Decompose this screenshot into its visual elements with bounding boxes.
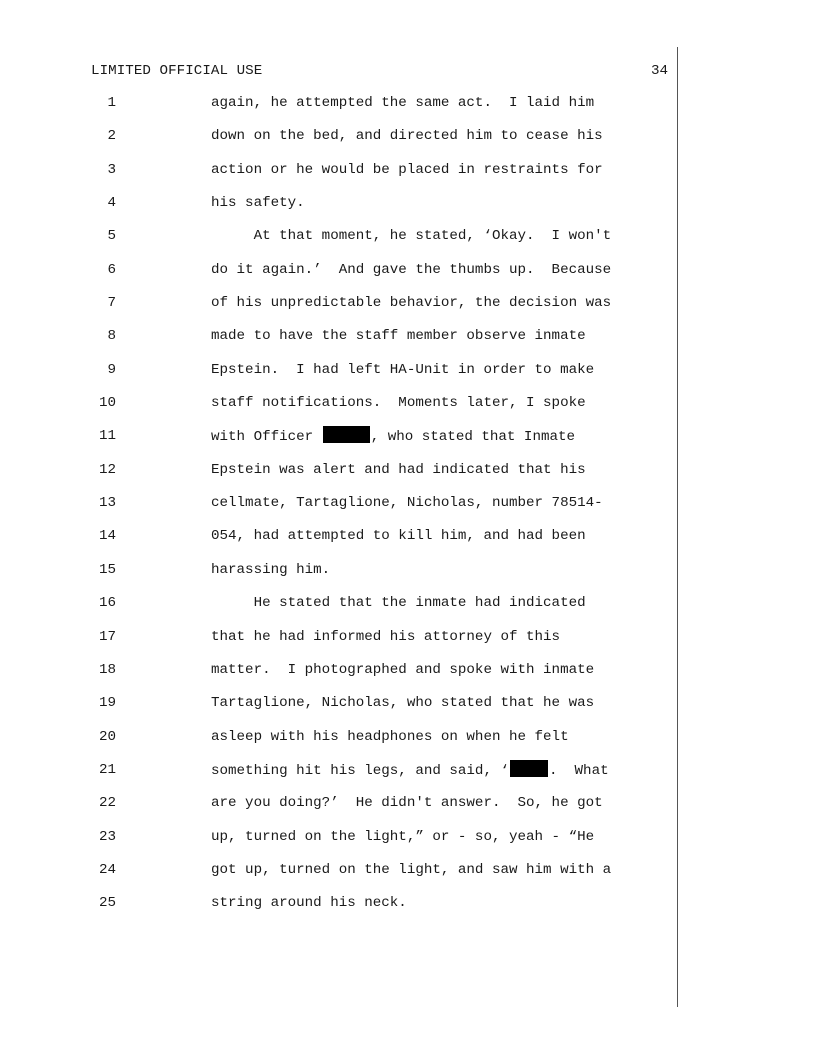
line-number: 25 <box>98 895 116 912</box>
line-text <box>211 93 594 113</box>
line-text <box>211 593 586 613</box>
text-segment: of his unpredictable behavior, the decision was <box>211 295 612 312</box>
line-number: 21 <box>98 761 116 778</box>
transcript-line <box>0 393 816 426</box>
classification-header: LIMITED OFFICIAL USE <box>91 63 263 79</box>
transcript-line <box>0 326 816 359</box>
text-segment: again, he attempted the same act. I laid him <box>211 95 595 111</box>
text-segment: got up, turned on the light, and saw him with a <box>211 861 612 878</box>
line-number: 9 <box>107 361 116 378</box>
text-segment: do it again.’ And gave the thumbs up. Because <box>211 261 612 278</box>
line-number: 19 <box>98 695 116 712</box>
line-number: 12 <box>98 461 116 478</box>
line-number: 22 <box>98 795 116 812</box>
text-segment: Tartaglione, Nicholas, who stated that he was <box>211 695 595 712</box>
text-segment: with Officer <box>211 429 322 446</box>
text-segment: his safety. <box>211 195 305 212</box>
line-text <box>211 260 611 280</box>
line-text <box>211 627 560 647</box>
transcript-line <box>0 260 816 293</box>
line-text <box>211 493 603 513</box>
text-segment: harassing him. <box>211 561 331 578</box>
transcript-line <box>0 160 816 193</box>
text-segment: up, turned on the light,” or - so, yeah - “He <box>211 828 595 845</box>
page-number: 34 <box>650 63 668 79</box>
line-number: 2 <box>107 128 116 145</box>
line-text <box>211 693 594 713</box>
line-text <box>211 326 586 346</box>
line-text <box>211 293 611 313</box>
text-segment: string around his neck. <box>211 895 407 912</box>
text-segment: staff notifications. Moments later, I spoke <box>211 395 586 412</box>
line-text <box>211 460 586 480</box>
line-number: 23 <box>98 828 116 845</box>
text-segment: Epstein. I had left HA-Unit in order to make <box>211 361 595 378</box>
transcript-line <box>0 226 816 259</box>
transcript-line <box>0 827 816 860</box>
transcript-line <box>0 360 816 393</box>
transcript-line <box>0 693 816 726</box>
transcript-line <box>0 593 816 626</box>
line-number: 7 <box>107 295 116 312</box>
transcript-line <box>0 893 816 926</box>
text-segment: are you doing?’ He didn't answer. So, he got <box>211 795 603 812</box>
text-segment: , who stated that Inmate <box>370 429 576 446</box>
text-segment: something hit his legs, and said, ‘ <box>211 762 509 779</box>
line-number: 8 <box>107 328 116 345</box>
line-text <box>211 426 575 447</box>
redaction-block <box>510 760 548 777</box>
line-text <box>211 126 603 146</box>
transcript-line <box>0 560 816 593</box>
line-number: 13 <box>98 495 116 512</box>
transcript-line <box>0 126 816 159</box>
line-text <box>211 393 586 413</box>
line-number: 18 <box>98 661 116 678</box>
line-text <box>211 760 609 781</box>
transcript-line <box>0 526 816 559</box>
text-segment: down on the bed, and directed him to cease his <box>211 128 603 145</box>
text-segment: that he had informed his attorney of this <box>211 628 561 645</box>
line-number: 5 <box>107 228 116 245</box>
transcript-lines <box>0 93 816 927</box>
text-segment: He stated that the inmate had indicated <box>211 595 586 612</box>
line-number: 14 <box>98 528 116 545</box>
line-number: 16 <box>98 595 116 612</box>
line-number: 15 <box>98 561 116 578</box>
line-number: 1 <box>107 95 116 111</box>
line-text <box>211 860 611 880</box>
text-segment: matter. I photographed and spoke with inmate <box>211 661 595 678</box>
transcript-line <box>0 760 816 793</box>
transcript-line <box>0 426 816 459</box>
line-text <box>211 360 594 380</box>
text-segment: 054, had attempted to kill him, and had been <box>211 528 586 545</box>
transcript-line <box>0 660 816 693</box>
line-text <box>211 893 407 913</box>
transcript-line <box>0 727 816 760</box>
text-segment: At that moment, he stated, ‘Okay. I won't <box>211 228 612 245</box>
text-segment: made to have the staff member observe inmate <box>211 328 586 345</box>
text-segment: cellmate, Tartaglione, Nicholas, number 78514- <box>211 495 603 512</box>
line-number: 3 <box>107 161 116 178</box>
line-text <box>211 660 594 680</box>
text-segment: asleep with his headphones on when he felt <box>211 728 569 745</box>
transcript-line <box>0 793 816 826</box>
line-text <box>211 193 305 213</box>
line-text <box>211 160 603 180</box>
line-number: 10 <box>98 395 116 412</box>
transcript-line <box>0 493 816 526</box>
transcript-line <box>0 627 816 660</box>
transcript-line <box>0 93 816 126</box>
line-text <box>211 560 330 580</box>
line-number: 24 <box>98 861 116 878</box>
line-number: 17 <box>98 628 116 645</box>
line-number: 4 <box>107 195 116 212</box>
line-text <box>211 793 603 813</box>
text-segment: action or he would be placed in restraints for <box>211 161 603 178</box>
transcript-line <box>0 193 816 226</box>
transcript-line <box>0 460 816 493</box>
line-text <box>211 226 611 246</box>
text-segment: . What <box>549 762 609 779</box>
line-number: 20 <box>98 728 116 745</box>
line-number: 11 <box>98 428 116 445</box>
redaction-block <box>323 426 370 443</box>
transcript-line <box>0 293 816 326</box>
line-text <box>211 526 586 546</box>
line-text <box>211 827 594 847</box>
text-segment: Epstein was alert and had indicated that his <box>211 461 586 478</box>
line-text <box>211 727 569 747</box>
line-number: 6 <box>107 261 116 278</box>
transcript-line <box>0 860 816 893</box>
